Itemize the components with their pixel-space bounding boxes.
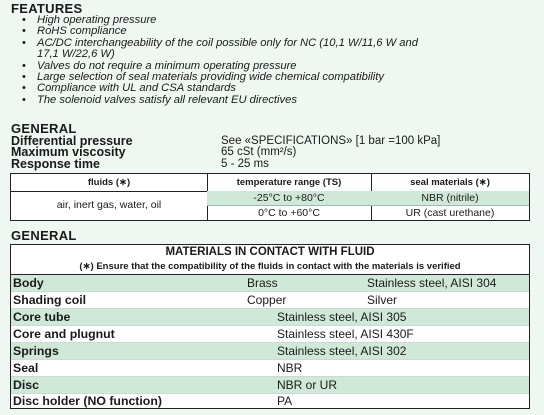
general-title: GENERAL: [11, 121, 77, 136]
material-part: Disc holder (NO function): [13, 394, 162, 408]
bullet-icon: •: [22, 71, 26, 84]
spec-row: [11, 156, 440, 171]
column-header-temperature: temperature range (TS): [207, 174, 372, 191]
seal-cell: NBR (nitrile): [371, 191, 529, 206]
materials-title: MATERIALS IN CONTACT WITH FLUID: [165, 246, 375, 258]
table-row: [11, 292, 529, 309]
material-value: Stainless steel, AISI 304: [367, 276, 497, 290]
material-value: Stainless steel, AISI 430F: [277, 327, 414, 341]
feature-text: Valves do not require a minimum operating pressure: [37, 59, 297, 72]
bullet-icon: •: [22, 14, 26, 26]
materials-table: [10, 244, 530, 409]
table-row: [11, 360, 529, 377]
bullet-icon: •: [22, 93, 26, 106]
table-row: [11, 343, 529, 360]
general-title-2: GENERAL: [11, 228, 77, 243]
feature-text-continued: 17,1 W/22,6 W): [37, 48, 115, 61]
spec-label: Response time: [11, 156, 100, 171]
feature-text: Large selection of seal materials providing wide chemical compatibility: [37, 71, 384, 84]
material-value: NBR or UR: [277, 378, 338, 392]
table-row: [11, 393, 529, 409]
material-part: Core and plugnut: [13, 327, 115, 341]
material-value: Copper: [247, 293, 287, 307]
material-value: Stainless steel, AISI 305: [277, 310, 407, 324]
table-row: [11, 275, 529, 292]
feature-text: RoHS compliance: [37, 25, 127, 38]
spec-value: 65 cSt (mm²/s): [221, 146, 297, 159]
bullet-icon: •: [22, 82, 26, 95]
feature-text: The solenoid valves satisfy all relevant EU directives: [37, 93, 297, 106]
materials-note: (∗) Ensure that the compatibility of the fluids in contact with the materials is verified: [11, 259, 529, 275]
temperature-cell: 0°C to +60°C: [207, 206, 372, 220]
feature-item: [22, 95, 418, 106]
fluid-cell: air, inert gas, water, oil: [11, 191, 208, 220]
material-value: NBR: [277, 361, 303, 375]
table-row: [11, 309, 529, 326]
bullet-icon: •: [22, 36, 26, 49]
material-value: Silver: [367, 293, 398, 307]
general-specs: [11, 136, 440, 170]
spec-value: 5 - 25 ms: [221, 157, 269, 170]
material-part: Core tube: [13, 310, 71, 324]
spec-label: Maximum viscosity: [11, 145, 126, 160]
material-value: Brass: [247, 276, 278, 290]
seal-cell: UR (cast urethane): [405, 207, 495, 219]
fluids-table-body: [11, 191, 529, 220]
table-row: [11, 326, 529, 343]
features-list: [22, 15, 418, 106]
bullet-icon: •: [22, 25, 26, 38]
material-part: Springs: [13, 344, 59, 358]
features-title: FEATURES: [11, 1, 83, 16]
fluids-table-header: [11, 174, 529, 192]
temperature-cell: -25°C to +80°C: [207, 191, 372, 206]
feature-item: [22, 38, 418, 61]
spec-value: See «SPECIFICATIONS» [1 bar =100 kPa]: [221, 135, 441, 147]
table-row: [11, 377, 529, 394]
fluids-table: [10, 173, 530, 221]
column-header-seal: seal materials (∗): [410, 177, 490, 188]
feature-text: High operating pressure: [37, 14, 157, 26]
spec-label: Differential pressure: [11, 134, 133, 148]
feature-text: AC/DC interchangeability of the coil possible only for NC (10,1 W/11,6 W and: [37, 36, 418, 49]
column-header-fluids: fluids (∗): [11, 174, 208, 191]
material-value: Stainless steel, AISI 302: [277, 344, 407, 358]
material-part: Shading coil: [13, 293, 87, 307]
material-value: PA: [277, 394, 293, 408]
bullet-icon: •: [22, 59, 26, 72]
material-part: Disc: [13, 378, 39, 392]
feature-text: Compliance with UL and CSA standards: [37, 82, 236, 95]
material-part: Seal: [13, 361, 39, 375]
material-part: Body: [13, 276, 44, 290]
